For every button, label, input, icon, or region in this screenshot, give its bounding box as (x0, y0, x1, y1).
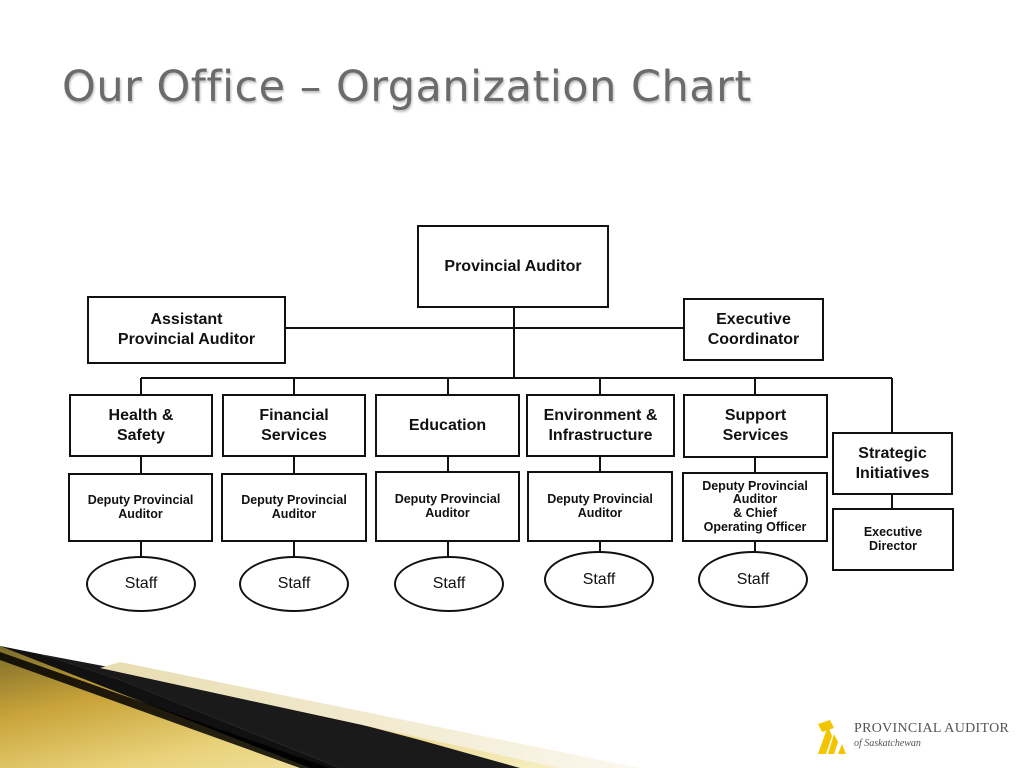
head-education: Deputy Provincial Auditor (375, 471, 520, 542)
head-environment-infrastructure: Deputy Provincial Auditor (527, 471, 673, 542)
slide-title: Our Office – Organization Chart (62, 62, 752, 112)
logo-subtitle: of Saskatchewan (854, 738, 921, 749)
staff-financial-services: Staff (239, 556, 349, 612)
division-environment-infrastructure: Environment & Infrastructure (526, 394, 675, 457)
assistant-provincial-auditor-box: Assistant Provincial Auditor (87, 296, 286, 364)
provincial-auditor-box: Provincial Auditor (417, 225, 609, 308)
head-health-safety: Deputy Provincial Auditor (68, 473, 213, 542)
head-strategic-initiatives: Executive Director (832, 508, 954, 571)
staff-health-safety: Staff (86, 556, 196, 612)
logo-name: PROVINCIAL AUDITOR (854, 721, 1010, 736)
staff-environment-infrastructure: Staff (544, 551, 654, 608)
head-support-services: Deputy Provincial Auditor & Chief Operating Officer (682, 472, 828, 542)
division-education: Education (375, 394, 520, 457)
provincial-auditor-logo-icon (816, 720, 848, 754)
division-strategic-initiatives: Strategic Initiatives (832, 432, 953, 495)
division-financial-services: Financial Services (222, 394, 366, 457)
division-support-services: Support Services (683, 394, 828, 458)
executive-coordinator-box: Executive Coordinator (683, 298, 824, 361)
division-health-safety: Health & Safety (69, 394, 213, 457)
staff-education: Staff (394, 556, 504, 612)
staff-support-services: Staff (698, 551, 808, 608)
head-financial-services: Deputy Provincial Auditor (221, 473, 367, 542)
provincial-auditor-logo (816, 718, 1010, 758)
